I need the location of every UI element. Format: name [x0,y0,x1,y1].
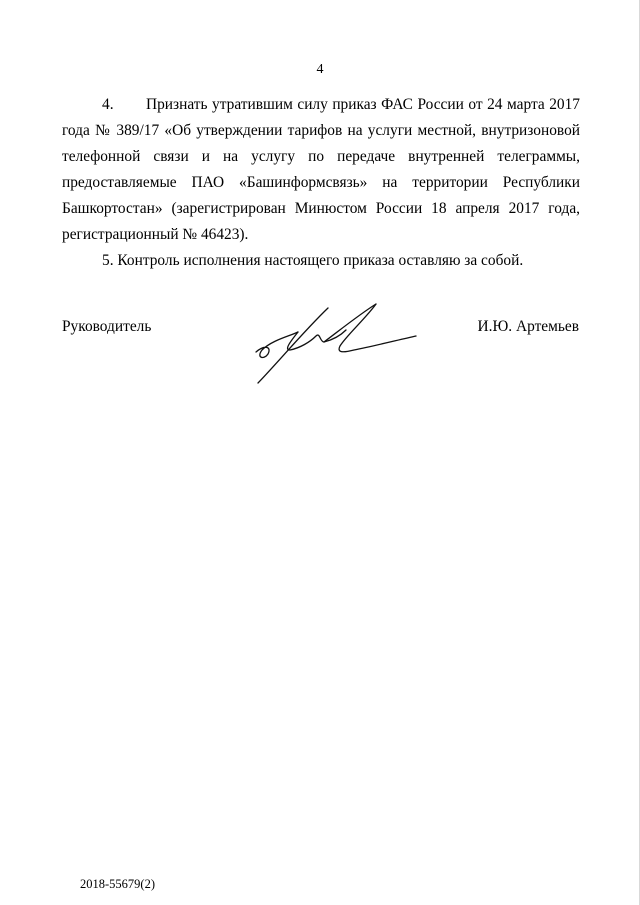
paragraph-5: 5. Контроль исполнения настоящего приказа оставляю за собой. [102,252,524,269]
document-registration-number: 2018-55679(2) [80,877,155,891]
paragraph-4-line-5: Башкортостан» (зарегистрирован Минюстом России 18 апреля 2017 года, [62,200,580,217]
handwritten-signature [250,300,420,385]
signatory-name: И.Ю. Артемьев [477,318,579,335]
paragraph-4-line-1: Признать утратившим силу приказ ФАС России от 24 марта 2017 [146,96,580,113]
paragraph-4-line-3: телефонной связи и на услугу по передаче внутренней телеграммы, [62,148,580,165]
signatory-title: Руководитель [62,318,152,335]
paragraph-4-line-6: регистрационный № 46423). [62,226,249,243]
page-number: 4 [316,62,324,77]
paragraph-4-line-2: года № 389/17 «Об утверждении тарифов на услуги местной, внутризоновой [62,122,580,139]
paragraph-4-first-line [62,92,580,118]
paragraph-4 [62,92,580,248]
paragraph-4-number: 4. [102,96,114,113]
paragraph-4-line-4: предоставляемые ПАО «Башинформсвязь» на территории Республики [62,174,580,191]
